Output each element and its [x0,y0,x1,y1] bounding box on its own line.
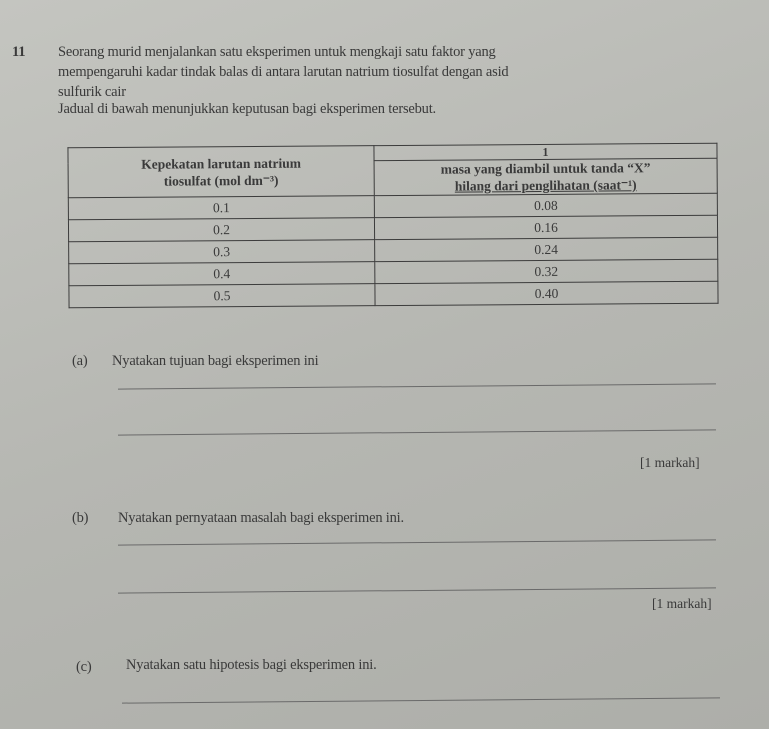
header-concentration [68,146,374,198]
intro-line-4: Jadual di bawah menunjukkan keputusan bagi eksperimen tersebut. [58,101,436,117]
header-rate-numerator: 1 [374,143,717,160]
answer-line-b-1[interactable] [118,539,716,545]
cell-rate: 0.08 [374,193,717,217]
question-a-label: (a) [72,353,88,369]
header-rate-denominator [374,158,717,195]
answer-line-c-1[interactable] [122,697,720,703]
answer-line-a-2[interactable] [118,429,716,435]
cell-concentration: 0.1 [68,196,374,220]
cell-concentration: 0.2 [68,218,374,242]
answer-line-a-1[interactable] [118,383,716,389]
question-a-marks: [1 markah] [640,455,700,470]
question-a-text: Nyatakan tujuan bagi eksperimen ini [112,353,319,369]
table-row [69,281,718,308]
cell-rate: 0.24 [375,237,718,261]
cell-concentration: 0.3 [69,240,375,264]
cell-concentration: 0.5 [69,284,375,308]
header-rate-line-1: masa yang diambil untuk tanda “X” [440,160,651,177]
results-table [67,143,718,309]
intro-line-1: Seorang murid menjalankan satu eksperimen untuk mengkaji satu faktor yang [58,44,496,60]
intro-line-2: mempengaruhi kadar tindak balas di antara larutan natrium tiosulfat dengan asid [58,64,509,80]
question-b-marks: [1 markah] [652,596,712,611]
intro-line-3: sulfurik cair [58,84,126,100]
header-rate-line-2: hilang dari penglihatan (saat⁻¹) [454,177,637,194]
question-number: 11 [12,44,26,60]
cell-rate: 0.32 [375,259,718,283]
cell-rate: 0.16 [374,215,717,239]
question-c-text: Nyatakan satu hipotesis bagi eksperimen ini. [126,657,377,673]
cell-rate: 0.40 [375,281,718,305]
question-b-text: Nyatakan pernyataan masalah bagi eksperimen ini. [118,510,404,526]
question-c-label: (c) [76,659,92,675]
cell-concentration: 0.4 [69,262,375,286]
header-concentration-line-1: Kepekatan larutan natrium [141,155,301,172]
header-concentration-line-2: tiosulfat (mol dm⁻³) [163,172,279,189]
question-b-label: (b) [72,510,89,526]
answer-line-b-2[interactable] [118,587,716,593]
